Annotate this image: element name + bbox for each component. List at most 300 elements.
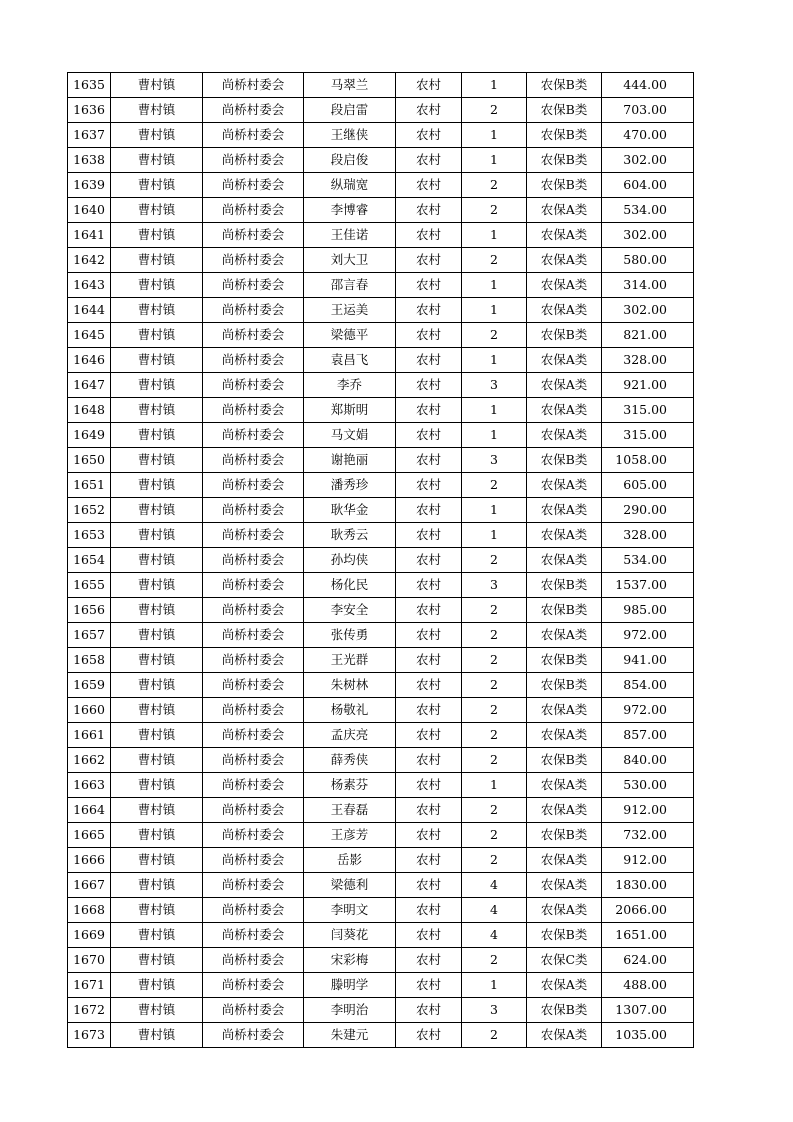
- area-type-cell: 农村: [396, 73, 462, 98]
- amount-cell: 985.00: [602, 598, 694, 623]
- township-cell: 曹村镇: [111, 998, 203, 1023]
- insurance-category-cell: 农保A类: [527, 523, 602, 548]
- name-cell: 宋彩梅: [304, 948, 396, 973]
- insurance-category-cell: 农保B类: [527, 673, 602, 698]
- village-committee-cell: 尚桥村委会: [203, 98, 304, 123]
- table-row: [68, 198, 694, 223]
- name-cell: 李安全: [304, 598, 396, 623]
- insurance-category-cell: 农保A类: [527, 373, 602, 398]
- village-committee-cell: 尚桥村委会: [203, 373, 304, 398]
- village-committee-cell: 尚桥村委会: [203, 73, 304, 98]
- village-committee-cell: 尚桥村委会: [203, 398, 304, 423]
- serial-number-cell: 1664: [68, 798, 111, 823]
- table-row: [68, 998, 694, 1023]
- amount-cell: 912.00: [602, 798, 694, 823]
- household-size-cell: 2: [462, 198, 527, 223]
- serial-number-cell: 1659: [68, 673, 111, 698]
- name-cell: 李明文: [304, 898, 396, 923]
- amount-cell: 912.00: [602, 848, 694, 873]
- household-size-cell: 4: [462, 923, 527, 948]
- village-committee-cell: 尚桥村委会: [203, 223, 304, 248]
- amount-cell: 302.00: [602, 148, 694, 173]
- area-type-cell: 农村: [396, 1023, 462, 1048]
- insurance-category-cell: 农保A类: [527, 798, 602, 823]
- village-committee-cell: 尚桥村委会: [203, 273, 304, 298]
- township-cell: 曹村镇: [111, 123, 203, 148]
- name-cell: 王继侠: [304, 123, 396, 148]
- insurance-category-cell: 农保A类: [527, 773, 602, 798]
- name-cell: 杨素芬: [304, 773, 396, 798]
- household-size-cell: 2: [462, 598, 527, 623]
- area-type-cell: 农村: [396, 148, 462, 173]
- household-size-cell: 3: [462, 573, 527, 598]
- amount-cell: 1537.00: [602, 573, 694, 598]
- serial-number-cell: 1670: [68, 948, 111, 973]
- area-type-cell: 农村: [396, 373, 462, 398]
- insurance-category-cell: 农保B类: [527, 123, 602, 148]
- name-cell: 王彦芳: [304, 823, 396, 848]
- name-cell: 王春磊: [304, 798, 396, 823]
- township-cell: 曹村镇: [111, 873, 203, 898]
- amount-cell: 302.00: [602, 223, 694, 248]
- table-row: [68, 73, 694, 98]
- village-committee-cell: 尚桥村委会: [203, 573, 304, 598]
- township-cell: 曹村镇: [111, 198, 203, 223]
- name-cell: 闫葵花: [304, 923, 396, 948]
- serial-number-cell: 1651: [68, 473, 111, 498]
- serial-number-cell: 1656: [68, 598, 111, 623]
- amount-cell: 580.00: [602, 248, 694, 273]
- table-row: [68, 798, 694, 823]
- amount-cell: 534.00: [602, 548, 694, 573]
- village-committee-cell: 尚桥村委会: [203, 973, 304, 998]
- township-cell: 曹村镇: [111, 98, 203, 123]
- township-cell: 曹村镇: [111, 823, 203, 848]
- table-row: [68, 1023, 694, 1048]
- name-cell: 杨化民: [304, 573, 396, 598]
- table-row: [68, 248, 694, 273]
- name-cell: 李乔: [304, 373, 396, 398]
- area-type-cell: 农村: [396, 823, 462, 848]
- name-cell: 马文娟: [304, 423, 396, 448]
- village-committee-cell: 尚桥村委会: [203, 723, 304, 748]
- name-cell: 杨敬礼: [304, 698, 396, 723]
- table-row: [68, 673, 694, 698]
- insurance-category-cell: 农保B类: [527, 598, 602, 623]
- name-cell: 段启雷: [304, 98, 396, 123]
- township-cell: 曹村镇: [111, 373, 203, 398]
- amount-cell: 1830.00: [602, 873, 694, 898]
- name-cell: 孙均侠: [304, 548, 396, 573]
- name-cell: 岳影: [304, 848, 396, 873]
- township-cell: 曹村镇: [111, 73, 203, 98]
- table-row: [68, 623, 694, 648]
- area-type-cell: 农村: [396, 848, 462, 873]
- village-committee-cell: 尚桥村委会: [203, 773, 304, 798]
- name-cell: 滕明学: [304, 973, 396, 998]
- amount-cell: 605.00: [602, 473, 694, 498]
- household-size-cell: 1: [462, 773, 527, 798]
- village-committee-cell: 尚桥村委会: [203, 248, 304, 273]
- insurance-category-cell: 农保A类: [527, 423, 602, 448]
- household-size-cell: 4: [462, 898, 527, 923]
- table-row: [68, 523, 694, 548]
- village-committee-cell: 尚桥村委会: [203, 473, 304, 498]
- area-type-cell: 农村: [396, 998, 462, 1023]
- insurance-category-cell: 农保A类: [527, 548, 602, 573]
- insurance-category-cell: 农保A类: [527, 498, 602, 523]
- serial-number-cell: 1653: [68, 523, 111, 548]
- village-committee-cell: 尚桥村委会: [203, 648, 304, 673]
- name-cell: 袁昌飞: [304, 348, 396, 373]
- area-type-cell: 农村: [396, 673, 462, 698]
- village-committee-cell: 尚桥村委会: [203, 1023, 304, 1048]
- area-type-cell: 农村: [396, 973, 462, 998]
- amount-cell: 624.00: [602, 948, 694, 973]
- village-committee-cell: 尚桥村委会: [203, 848, 304, 873]
- insurance-category-cell: 农保A类: [527, 248, 602, 273]
- insurance-category-cell: 农保B类: [527, 148, 602, 173]
- area-type-cell: 农村: [396, 648, 462, 673]
- insurance-category-cell: 农保A类: [527, 723, 602, 748]
- amount-cell: 1058.00: [602, 448, 694, 473]
- household-size-cell: 1: [462, 498, 527, 523]
- amount-cell: 444.00: [602, 73, 694, 98]
- insurance-category-cell: 农保B类: [527, 648, 602, 673]
- table-row: [68, 148, 694, 173]
- township-cell: 曹村镇: [111, 898, 203, 923]
- township-cell: 曹村镇: [111, 448, 203, 473]
- table-row: [68, 98, 694, 123]
- household-size-cell: 1: [462, 973, 527, 998]
- township-cell: 曹村镇: [111, 773, 203, 798]
- household-size-cell: 3: [462, 998, 527, 1023]
- name-cell: 王运美: [304, 298, 396, 323]
- serial-number-cell: 1668: [68, 898, 111, 923]
- amount-cell: 604.00: [602, 173, 694, 198]
- township-cell: 曹村镇: [111, 648, 203, 673]
- name-cell: 李博睿: [304, 198, 396, 223]
- township-cell: 曹村镇: [111, 498, 203, 523]
- township-cell: 曹村镇: [111, 923, 203, 948]
- table-row: [68, 473, 694, 498]
- village-committee-cell: 尚桥村委会: [203, 148, 304, 173]
- insurance-category-cell: 农保A类: [527, 348, 602, 373]
- household-size-cell: 2: [462, 248, 527, 273]
- township-cell: 曹村镇: [111, 723, 203, 748]
- township-cell: 曹村镇: [111, 148, 203, 173]
- serial-number-cell: 1641: [68, 223, 111, 248]
- amount-cell: 840.00: [602, 748, 694, 773]
- amount-cell: 315.00: [602, 398, 694, 423]
- roster-body: [68, 73, 694, 1048]
- township-cell: 曹村镇: [111, 248, 203, 273]
- household-size-cell: 1: [462, 348, 527, 373]
- township-cell: 曹村镇: [111, 748, 203, 773]
- name-cell: 纵瑞宽: [304, 173, 396, 198]
- serial-number-cell: 1669: [68, 923, 111, 948]
- township-cell: 曹村镇: [111, 323, 203, 348]
- table-row: [68, 273, 694, 298]
- name-cell: 朱树林: [304, 673, 396, 698]
- township-cell: 曹村镇: [111, 948, 203, 973]
- serial-number-cell: 1661: [68, 723, 111, 748]
- name-cell: 耿秀云: [304, 523, 396, 548]
- household-size-cell: 2: [462, 323, 527, 348]
- area-type-cell: 农村: [396, 273, 462, 298]
- amount-cell: 290.00: [602, 498, 694, 523]
- village-committee-cell: 尚桥村委会: [203, 348, 304, 373]
- area-type-cell: 农村: [396, 198, 462, 223]
- amount-cell: 732.00: [602, 823, 694, 848]
- name-cell: 薛秀侠: [304, 748, 396, 773]
- amount-cell: 1307.00: [602, 998, 694, 1023]
- serial-number-cell: 1637: [68, 123, 111, 148]
- household-size-cell: 1: [462, 298, 527, 323]
- household-size-cell: 1: [462, 73, 527, 98]
- serial-number-cell: 1647: [68, 373, 111, 398]
- village-committee-cell: 尚桥村委会: [203, 873, 304, 898]
- roster-table: [67, 72, 694, 1048]
- village-committee-cell: 尚桥村委会: [203, 323, 304, 348]
- insurance-category-cell: 农保B类: [527, 448, 602, 473]
- village-committee-cell: 尚桥村委会: [203, 623, 304, 648]
- village-committee-cell: 尚桥村委会: [203, 448, 304, 473]
- table-row: [68, 123, 694, 148]
- area-type-cell: 农村: [396, 448, 462, 473]
- area-type-cell: 农村: [396, 798, 462, 823]
- village-committee-cell: 尚桥村委会: [203, 298, 304, 323]
- name-cell: 王佳诺: [304, 223, 396, 248]
- name-cell: 孟庆亮: [304, 723, 396, 748]
- township-cell: 曹村镇: [111, 798, 203, 823]
- amount-cell: 302.00: [602, 298, 694, 323]
- table-row: [68, 848, 694, 873]
- area-type-cell: 农村: [396, 248, 462, 273]
- household-size-cell: 1: [462, 148, 527, 173]
- village-committee-cell: 尚桥村委会: [203, 598, 304, 623]
- household-size-cell: 2: [462, 173, 527, 198]
- insurance-category-cell: 农保A类: [527, 873, 602, 898]
- household-size-cell: 1: [462, 423, 527, 448]
- village-committee-cell: 尚桥村委会: [203, 673, 304, 698]
- area-type-cell: 农村: [396, 298, 462, 323]
- table-row: [68, 598, 694, 623]
- village-committee-cell: 尚桥村委会: [203, 523, 304, 548]
- serial-number-cell: 1639: [68, 173, 111, 198]
- table-row: [68, 948, 694, 973]
- township-cell: 曹村镇: [111, 673, 203, 698]
- household-size-cell: 2: [462, 623, 527, 648]
- village-committee-cell: 尚桥村委会: [203, 423, 304, 448]
- name-cell: 马翠兰: [304, 73, 396, 98]
- insurance-category-cell: 农保A类: [527, 273, 602, 298]
- insurance-category-cell: 农保B类: [527, 998, 602, 1023]
- township-cell: 曹村镇: [111, 698, 203, 723]
- amount-cell: 530.00: [602, 773, 694, 798]
- serial-number-cell: 1662: [68, 748, 111, 773]
- insurance-category-cell: 农保A类: [527, 898, 602, 923]
- household-size-cell: 2: [462, 673, 527, 698]
- insurance-category-cell: 农保B类: [527, 73, 602, 98]
- village-committee-cell: 尚桥村委会: [203, 548, 304, 573]
- table-row: [68, 973, 694, 998]
- insurance-category-cell: 农保A类: [527, 298, 602, 323]
- township-cell: 曹村镇: [111, 548, 203, 573]
- amount-cell: 315.00: [602, 423, 694, 448]
- table-row: [68, 923, 694, 948]
- serial-number-cell: 1644: [68, 298, 111, 323]
- amount-cell: 1035.00: [602, 1023, 694, 1048]
- township-cell: 曹村镇: [111, 423, 203, 448]
- village-committee-cell: 尚桥村委会: [203, 948, 304, 973]
- table-row: [68, 223, 694, 248]
- table-row: [68, 873, 694, 898]
- village-committee-cell: 尚桥村委会: [203, 923, 304, 948]
- household-size-cell: 2: [462, 648, 527, 673]
- area-type-cell: 农村: [396, 923, 462, 948]
- serial-number-cell: 1640: [68, 198, 111, 223]
- household-size-cell: 1: [462, 273, 527, 298]
- area-type-cell: 农村: [396, 698, 462, 723]
- insurance-category-cell: 农保B类: [527, 748, 602, 773]
- township-cell: 曹村镇: [111, 173, 203, 198]
- name-cell: 郑斯明: [304, 398, 396, 423]
- table-row: [68, 548, 694, 573]
- table-row: [68, 298, 694, 323]
- insurance-category-cell: 农保B类: [527, 173, 602, 198]
- area-type-cell: 农村: [396, 623, 462, 648]
- table-row: [68, 723, 694, 748]
- area-type-cell: 农村: [396, 548, 462, 573]
- township-cell: 曹村镇: [111, 573, 203, 598]
- household-size-cell: 2: [462, 698, 527, 723]
- name-cell: 潘秀珍: [304, 473, 396, 498]
- household-size-cell: 2: [462, 98, 527, 123]
- area-type-cell: 农村: [396, 723, 462, 748]
- insurance-category-cell: 农保A类: [527, 848, 602, 873]
- serial-number-cell: 1649: [68, 423, 111, 448]
- insurance-category-cell: 农保C类: [527, 948, 602, 973]
- area-type-cell: 农村: [396, 898, 462, 923]
- household-size-cell: 1: [462, 223, 527, 248]
- household-size-cell: 2: [462, 548, 527, 573]
- insurance-category-cell: 农保A类: [527, 698, 602, 723]
- amount-cell: 857.00: [602, 723, 694, 748]
- table-row: [68, 698, 694, 723]
- insurance-category-cell: 农保B类: [527, 98, 602, 123]
- household-size-cell: 1: [462, 123, 527, 148]
- village-committee-cell: 尚桥村委会: [203, 498, 304, 523]
- table-row: [68, 498, 694, 523]
- insurance-category-cell: 农保A类: [527, 623, 602, 648]
- serial-number-cell: 1672: [68, 998, 111, 1023]
- name-cell: 谢艳丽: [304, 448, 396, 473]
- area-type-cell: 农村: [396, 123, 462, 148]
- village-committee-cell: 尚桥村委会: [203, 698, 304, 723]
- household-size-cell: 2: [462, 723, 527, 748]
- serial-number-cell: 1642: [68, 248, 111, 273]
- township-cell: 曹村镇: [111, 348, 203, 373]
- amount-cell: 534.00: [602, 198, 694, 223]
- serial-number-cell: 1648: [68, 398, 111, 423]
- serial-number-cell: 1652: [68, 498, 111, 523]
- serial-number-cell: 1646: [68, 348, 111, 373]
- insurance-category-cell: 农保A类: [527, 398, 602, 423]
- name-cell: 张传勇: [304, 623, 396, 648]
- household-size-cell: 3: [462, 448, 527, 473]
- area-type-cell: 农村: [396, 773, 462, 798]
- village-committee-cell: 尚桥村委会: [203, 998, 304, 1023]
- name-cell: 耿华金: [304, 498, 396, 523]
- township-cell: 曹村镇: [111, 973, 203, 998]
- serial-number-cell: 1667: [68, 873, 111, 898]
- serial-number-cell: 1650: [68, 448, 111, 473]
- name-cell: 王光群: [304, 648, 396, 673]
- name-cell: 李明治: [304, 998, 396, 1023]
- area-type-cell: 农村: [396, 398, 462, 423]
- township-cell: 曹村镇: [111, 473, 203, 498]
- area-type-cell: 农村: [396, 748, 462, 773]
- insurance-category-cell: 农保A类: [527, 1023, 602, 1048]
- amount-cell: 1651.00: [602, 923, 694, 948]
- serial-number-cell: 1643: [68, 273, 111, 298]
- serial-number-cell: 1660: [68, 698, 111, 723]
- area-type-cell: 农村: [396, 523, 462, 548]
- amount-cell: 703.00: [602, 98, 694, 123]
- serial-number-cell: 1645: [68, 323, 111, 348]
- area-type-cell: 农村: [396, 473, 462, 498]
- area-type-cell: 农村: [396, 323, 462, 348]
- insurance-category-cell: 农保A类: [527, 973, 602, 998]
- table-row: [68, 748, 694, 773]
- insurance-category-cell: 农保B类: [527, 823, 602, 848]
- area-type-cell: 农村: [396, 948, 462, 973]
- amount-cell: 921.00: [602, 373, 694, 398]
- serial-number-cell: 1635: [68, 73, 111, 98]
- household-size-cell: 2: [462, 748, 527, 773]
- township-cell: 曹村镇: [111, 298, 203, 323]
- township-cell: 曹村镇: [111, 273, 203, 298]
- household-size-cell: 2: [462, 798, 527, 823]
- name-cell: 段启俊: [304, 148, 396, 173]
- table-row: [68, 773, 694, 798]
- household-size-cell: 2: [462, 848, 527, 873]
- village-committee-cell: 尚桥村委会: [203, 173, 304, 198]
- household-size-cell: 2: [462, 473, 527, 498]
- table-row: [68, 423, 694, 448]
- village-committee-cell: 尚桥村委会: [203, 123, 304, 148]
- township-cell: 曹村镇: [111, 223, 203, 248]
- household-size-cell: 3: [462, 373, 527, 398]
- village-committee-cell: 尚桥村委会: [203, 198, 304, 223]
- serial-number-cell: 1658: [68, 648, 111, 673]
- area-type-cell: 农村: [396, 223, 462, 248]
- village-committee-cell: 尚桥村委会: [203, 898, 304, 923]
- household-size-cell: 2: [462, 823, 527, 848]
- household-size-cell: 2: [462, 948, 527, 973]
- amount-cell: 854.00: [602, 673, 694, 698]
- serial-number-cell: 1673: [68, 1023, 111, 1048]
- township-cell: 曹村镇: [111, 398, 203, 423]
- insurance-category-cell: 农保B类: [527, 573, 602, 598]
- serial-number-cell: 1663: [68, 773, 111, 798]
- amount-cell: 972.00: [602, 698, 694, 723]
- amount-cell: 2066.00: [602, 898, 694, 923]
- insurance-category-cell: 农保A类: [527, 223, 602, 248]
- township-cell: 曹村镇: [111, 598, 203, 623]
- table-row: [68, 648, 694, 673]
